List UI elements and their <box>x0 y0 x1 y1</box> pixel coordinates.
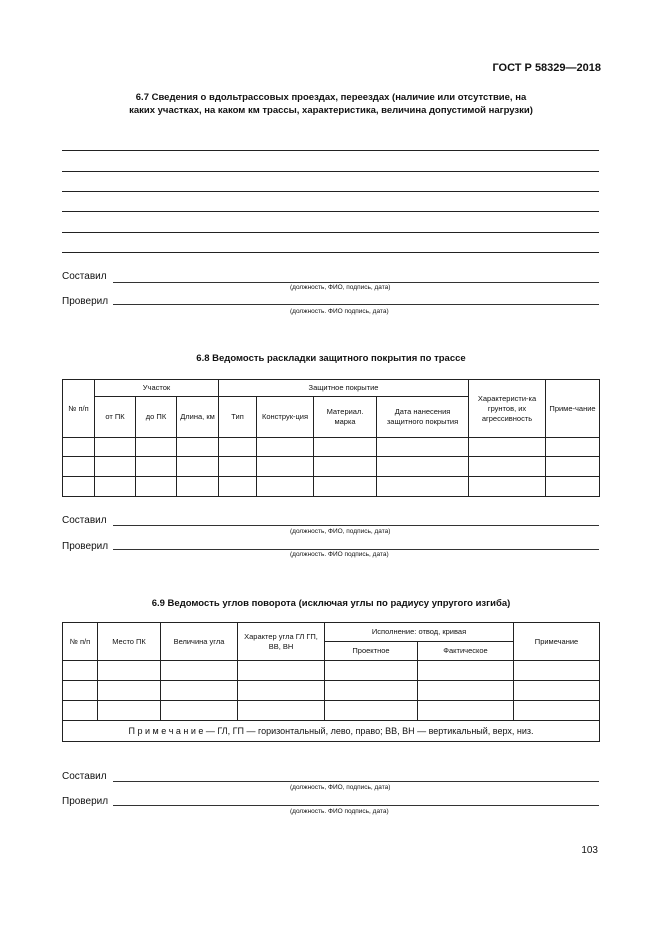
standard-number: ГОСТ Р 58329—2018 <box>492 62 601 74</box>
header-place: Место ПК <box>98 623 161 661</box>
header-design: Проектное <box>325 642 418 661</box>
table-row <box>63 477 600 497</box>
compiled-label: Составил <box>62 771 107 782</box>
header-angle: Величина угла <box>161 623 238 661</box>
signature-note: (должность, ФИО, подпись, дата) <box>290 784 391 791</box>
header-to: до ПК <box>136 397 177 438</box>
header-remark: Приме-чание <box>546 380 600 438</box>
header-actual: Фактическое <box>418 642 514 661</box>
section-6-8-title: 6.8 Ведомость раскладки защитного покрытия по трассе <box>196 353 466 364</box>
header-date: Дата нанесения защитного покрытия <box>377 397 469 438</box>
header-soil: Характеристи-ка грунтов, их агрессивность <box>469 380 546 438</box>
header-execution: Исполнение: отвод, кривая <box>325 623 514 642</box>
blank-line <box>62 252 599 253</box>
table-note: П р и м е ч а н и е — ГЛ, ГП — горизонтальный, лево, право; ВВ, ВН — вертикальный, верх, низ. <box>63 721 600 742</box>
section-6-7-title-line1: 6.7 Сведения о вдольтрассовых проездах, переездах (наличие или отсутствие, на <box>135 92 527 103</box>
table-row <box>63 681 600 701</box>
coating-table <box>62 379 600 497</box>
signature-note: (должность. ФИО подпись, дата) <box>290 808 389 815</box>
angles-table <box>62 622 600 742</box>
blank-line <box>62 191 599 192</box>
header-segment: Участок <box>95 380 219 397</box>
header-coating: Защитное покрытие <box>219 380 469 397</box>
section-6-9-title: 6.9 Ведомость углов поворота (исключая углы по радиусу упругого изгиба) <box>151 598 511 609</box>
table-row <box>63 457 600 477</box>
table-row <box>63 438 600 457</box>
page-number: 103 <box>581 845 598 856</box>
table-row <box>63 701 600 721</box>
signature-line <box>113 304 599 305</box>
signature-note: (должность. ФИО подпись, дата) <box>290 308 389 315</box>
checked-label: Проверил <box>62 796 109 807</box>
header-length: Длина, км <box>177 397 219 438</box>
compiled-label: Составил <box>62 271 107 282</box>
blank-line <box>62 211 599 212</box>
checked-label: Проверил <box>62 541 109 552</box>
signature-line <box>113 525 599 526</box>
signature-line <box>113 781 599 782</box>
table-row <box>63 661 600 681</box>
header-num: № п/п <box>63 623 98 661</box>
blank-line <box>62 150 599 151</box>
header-type: Тип <box>219 397 257 438</box>
header-num: № п/п <box>63 380 95 438</box>
blank-line <box>62 171 599 172</box>
header-construction: Конструк-ция <box>257 397 314 438</box>
signature-note: (должность, ФИО, подпись, дата) <box>290 528 391 535</box>
signature-note: (должность. ФИО подпись, дата) <box>290 551 389 558</box>
signature-note: (должность, ФИО, подпись, дата) <box>290 284 391 291</box>
blank-line <box>62 232 599 233</box>
compiled-label: Составил <box>62 515 107 526</box>
checked-label: Проверил <box>62 296 109 307</box>
header-remark: Примечание <box>514 623 600 661</box>
signature-line <box>113 805 599 806</box>
header-character: Характер угла ГЛ ГП, ВВ, ВН <box>238 623 325 661</box>
signature-line <box>113 549 599 550</box>
header-from: от ПК <box>95 397 136 438</box>
section-6-7-title-line2: каких участках, на каком км трассы, характеристика, величина допустимой нагрузки) <box>129 105 533 116</box>
header-material: Материал. марка <box>314 397 377 438</box>
signature-line <box>113 282 599 283</box>
section-6-7-title <box>62 91 600 117</box>
